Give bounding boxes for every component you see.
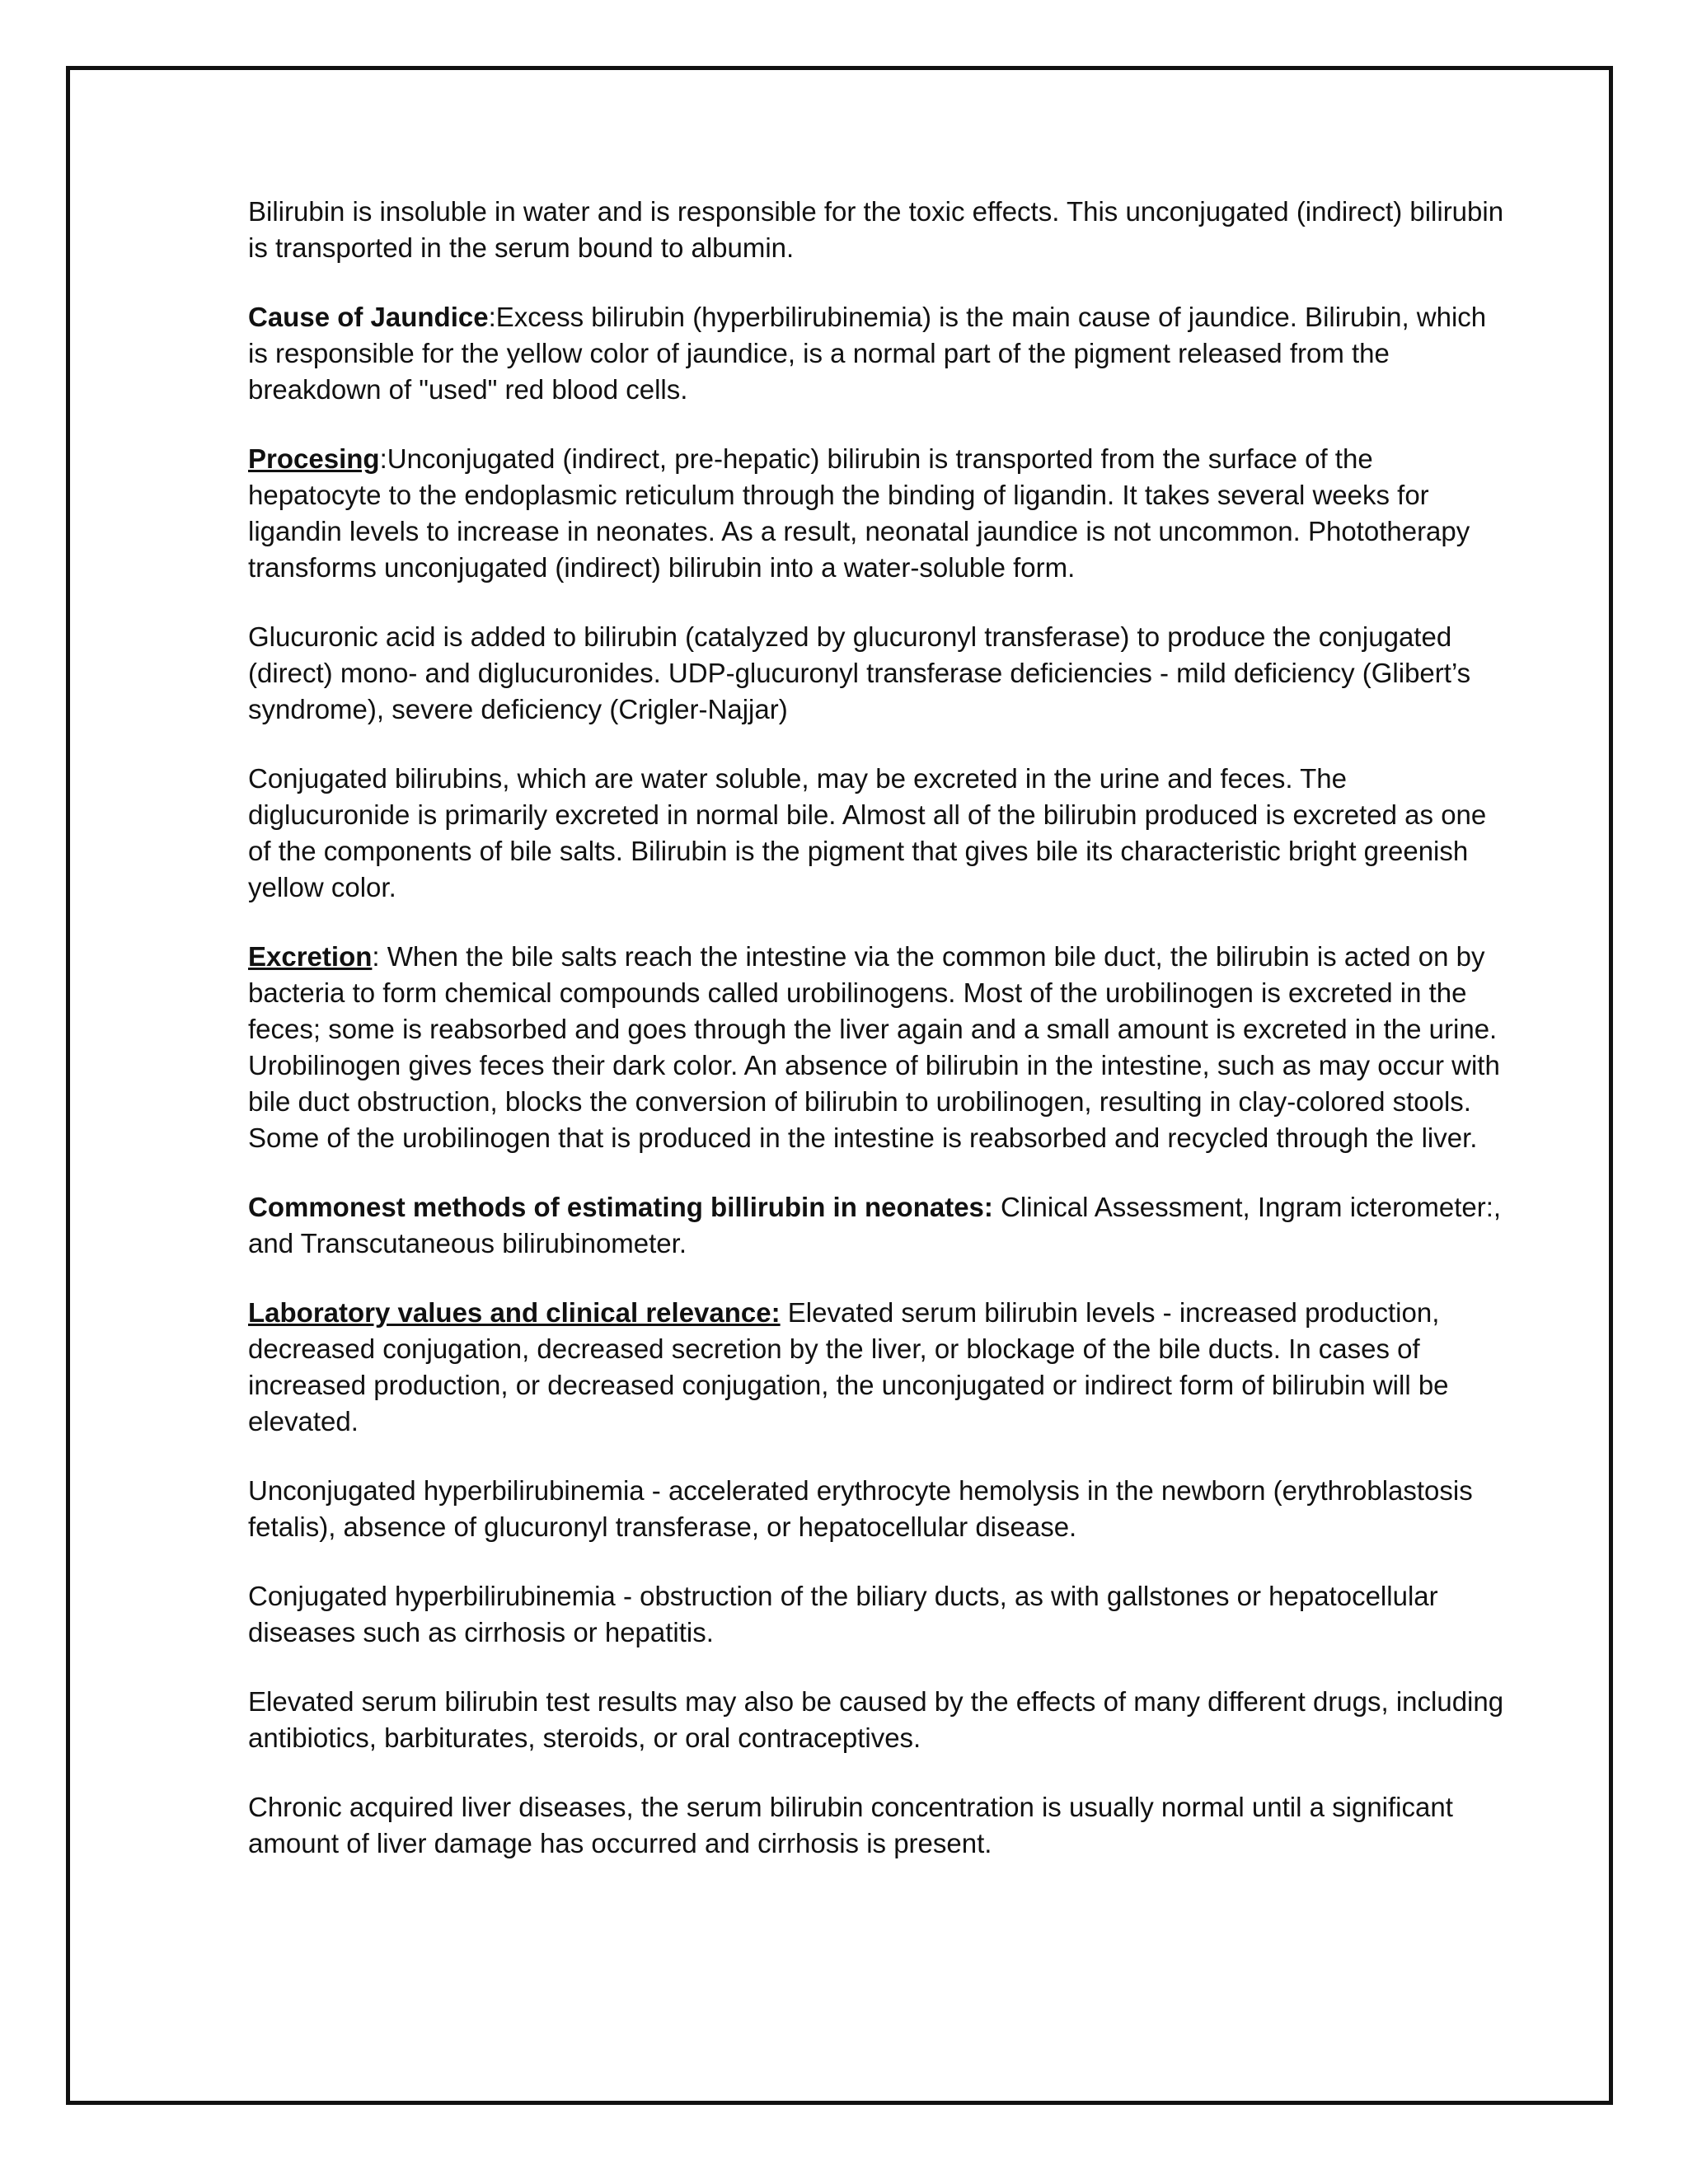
paragraph-text: Elevated serum bilirubin test results may also be caused by the effects of many different drugs, including antibiotics, barbiturates, steroids, or oral contraceptives. <box>248 1686 1504 1753</box>
paragraph-text: Conjugated hyperbilirubinemia - obstruction of the biliary ducts, as with gallstones or hepatocellular diseases such as cirrhosis or hepatitis. <box>248 1581 1438 1647</box>
paragraph-conjugated-bilirubins <box>248 761 1509 906</box>
document-body <box>248 194 1509 1862</box>
paragraph-glucuronic-acid <box>248 619 1509 728</box>
section-heading-cause-of-jaundice: Cause of Jaundice <box>248 302 489 332</box>
paragraph-unconjugated-hyperbilirubinemia <box>248 1473 1509 1545</box>
section-heading-procesing: Procesing <box>248 443 380 474</box>
paragraph-text: Conjugated bilirubins, which are water soluble, may be excreted in the urine and feces. The diglucuronide is primarily excreted in normal bile. Almost all of the bilirubin produced is excreted as one of the components of bile salts. Bilirubin is the pigment that gives bile its characteristic bright greenish yellow color. <box>248 763 1487 902</box>
paragraph-estimation-methods <box>248 1189 1509 1262</box>
paragraph-text: Chronic acquired liver diseases, the serum bilirubin concentration is usually normal until a significant amount of liver damage has occurred and cirrhosis is present. <box>248 1792 1453 1858</box>
paragraph-processing <box>248 441 1509 586</box>
paragraph-text: :Unconjugated (indirect, pre-hepatic) bilirubin is transported from the surface of the hepatocyte to the endoplasmic reticulum through the binding of ligandin. It takes several weeks for ligandin levels to increase in neonates. As a result, neonatal jaundice is not uncommon. Phototherapy transforms unconjugated (indirect) bilirubin into a water-soluble form. <box>248 443 1470 583</box>
paragraph-chronic-liver-disease <box>248 1789 1509 1862</box>
paragraph-laboratory-values <box>248 1295 1509 1440</box>
section-heading-excretion: Excretion <box>248 941 373 972</box>
paragraph-text: Bilirubin is insoluble in water and is responsible for the toxic effects. This unconjugated (indirect) bilirubin is transported in the serum bound to albumin. <box>248 196 1504 263</box>
paragraph-text: : When the bile salts reach the intestine via the common bile duct, the bilirubin is acted on by bacteria to form chemical compounds called urobilinogens. Most of the urobilinogen is excreted in the feces; some is reabsorbed and goes through the liver again and a small amount is excreted in the urine. Urobilinogen gives feces their dark color. An absence of bilirubin in the intestine, such as may occur with bile duct obstruction, blocks the conversion of bilirubin to urobilinogen, resulting in clay-colored stools. Some of the urobilinogen that is produced in the intestine is reabsorbed and recycled through the liver. <box>248 941 1500 1153</box>
paragraph-excretion <box>248 939 1509 1156</box>
paragraph-bilirubin-insoluble <box>248 194 1509 266</box>
paragraph-text: Clinical Assessment, Ingram icterometer:, and Transcutaneous bilirubinometer. <box>248 1192 1502 1258</box>
section-heading-estimation-methods: Commonest methods of estimating billirubin in neonates: <box>248 1192 993 1222</box>
paragraph-conjugated-hyperbilirubinemia <box>248 1578 1509 1651</box>
paragraph-text: Elevated serum bilirubin levels - increased production, decreased conjugation, decreased secretion by the liver, or blockage of the bile ducts. In cases of increased production, or decreased conjugation, the unconjugated or indirect form of bilirubin will be elevated. <box>248 1297 1449 1436</box>
paragraph-drug-effects <box>248 1684 1509 1756</box>
paragraph-cause-of-jaundice <box>248 299 1509 408</box>
paragraph-text: Unconjugated hyperbilirubinemia - accelerated erythrocyte hemolysis in the newborn (erythroblastosis fetalis), absence of glucuronyl transferase, or hepatocellular disease. <box>248 1475 1473 1542</box>
paragraph-text: :Excess bilirubin (hyperbilirubinemia) is the main cause of jaundice. Bilirubin, which is responsible for the yellow color of jaundice, is a normal part of the pigment released from the breakdown of "used" red blood cells. <box>248 302 1487 405</box>
section-heading-laboratory-values: Laboratory values and clinical relevance: <box>248 1297 781 1328</box>
paragraph-text: Glucuronic acid is added to bilirubin (catalyzed by glucuronyl transferase) to produce the conjugated (direct) mono- and diglucuronides. UDP-glucuronyl transferase deficiencies - mild deficiency (Glibert’s syndrome), severe deficiency (Crigler-Najjar) <box>248 621 1471 724</box>
